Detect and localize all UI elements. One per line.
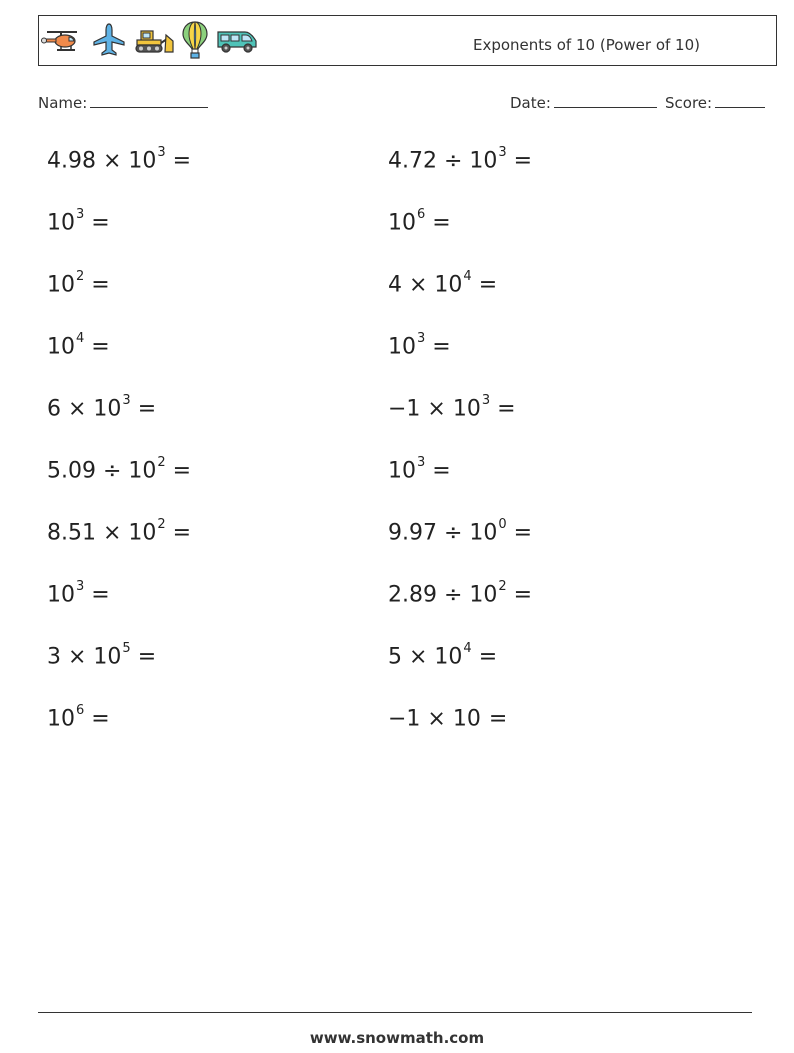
name-field [38,93,208,112]
problem-right-2: $10^6$ = [388,207,451,236]
problem-right-10: −1 × 10 = [388,706,508,732]
problem-left-3: $10^2$ = [47,269,110,298]
header-icons [41,20,259,60]
van-icon [215,26,259,54]
date-blank-line [554,93,657,108]
problem-left-7: $8.51 \times 10^2$ = [47,517,192,546]
footer-divider [38,1012,752,1013]
problem-left-6: $5.09 \div 10^2$ = [47,455,192,484]
name-label: Name: [38,94,88,112]
problem-left-2: $10^3$ = [47,207,110,236]
problem-right-6: $10^3$ = [388,455,451,484]
date-label: Date: [510,94,551,112]
worksheet-header [38,15,777,66]
score-field [665,93,765,112]
problem-right-1: $4.72 \div 10^3$ = [388,145,533,174]
worksheet-title: Exponents of 10 (Power of 10) [473,36,700,54]
problem-left-9: $3 \times 10^5$ = [47,641,157,670]
date-field [510,93,657,112]
problem-right-3: $4 \times 10^4$ = [388,269,498,298]
footer-url: www.snowmath.com [309,1029,485,1047]
problem-left-8: $10^3$ = [47,579,110,608]
helicopter-icon [41,25,85,55]
problem-right-9: $5 \times 10^4$ = [388,641,498,670]
problem-right-8: $2.89 \div 10^2$ = [388,579,533,608]
problem-left-5: $6 \times 10^3$ = [47,393,157,422]
airplane-icon [91,22,127,58]
hot-air-balloon-icon [181,20,209,60]
problem-right-4: $10^3$ = [388,331,451,360]
problem-right-5: $-1 \times 10^3$ = [388,393,516,422]
problem-left-4: $10^4$ = [47,331,110,360]
score-blank-line [715,93,765,108]
bulldozer-icon [133,25,175,55]
score-label: Score: [665,94,713,112]
name-blank-line [90,93,208,108]
problem-left-1: $4.98 \times 10^3$ = [47,145,192,174]
problem-left-10: $10^6$ = [47,703,110,732]
problem-right-7: $9.97 \div 10^0$ = [388,517,533,546]
